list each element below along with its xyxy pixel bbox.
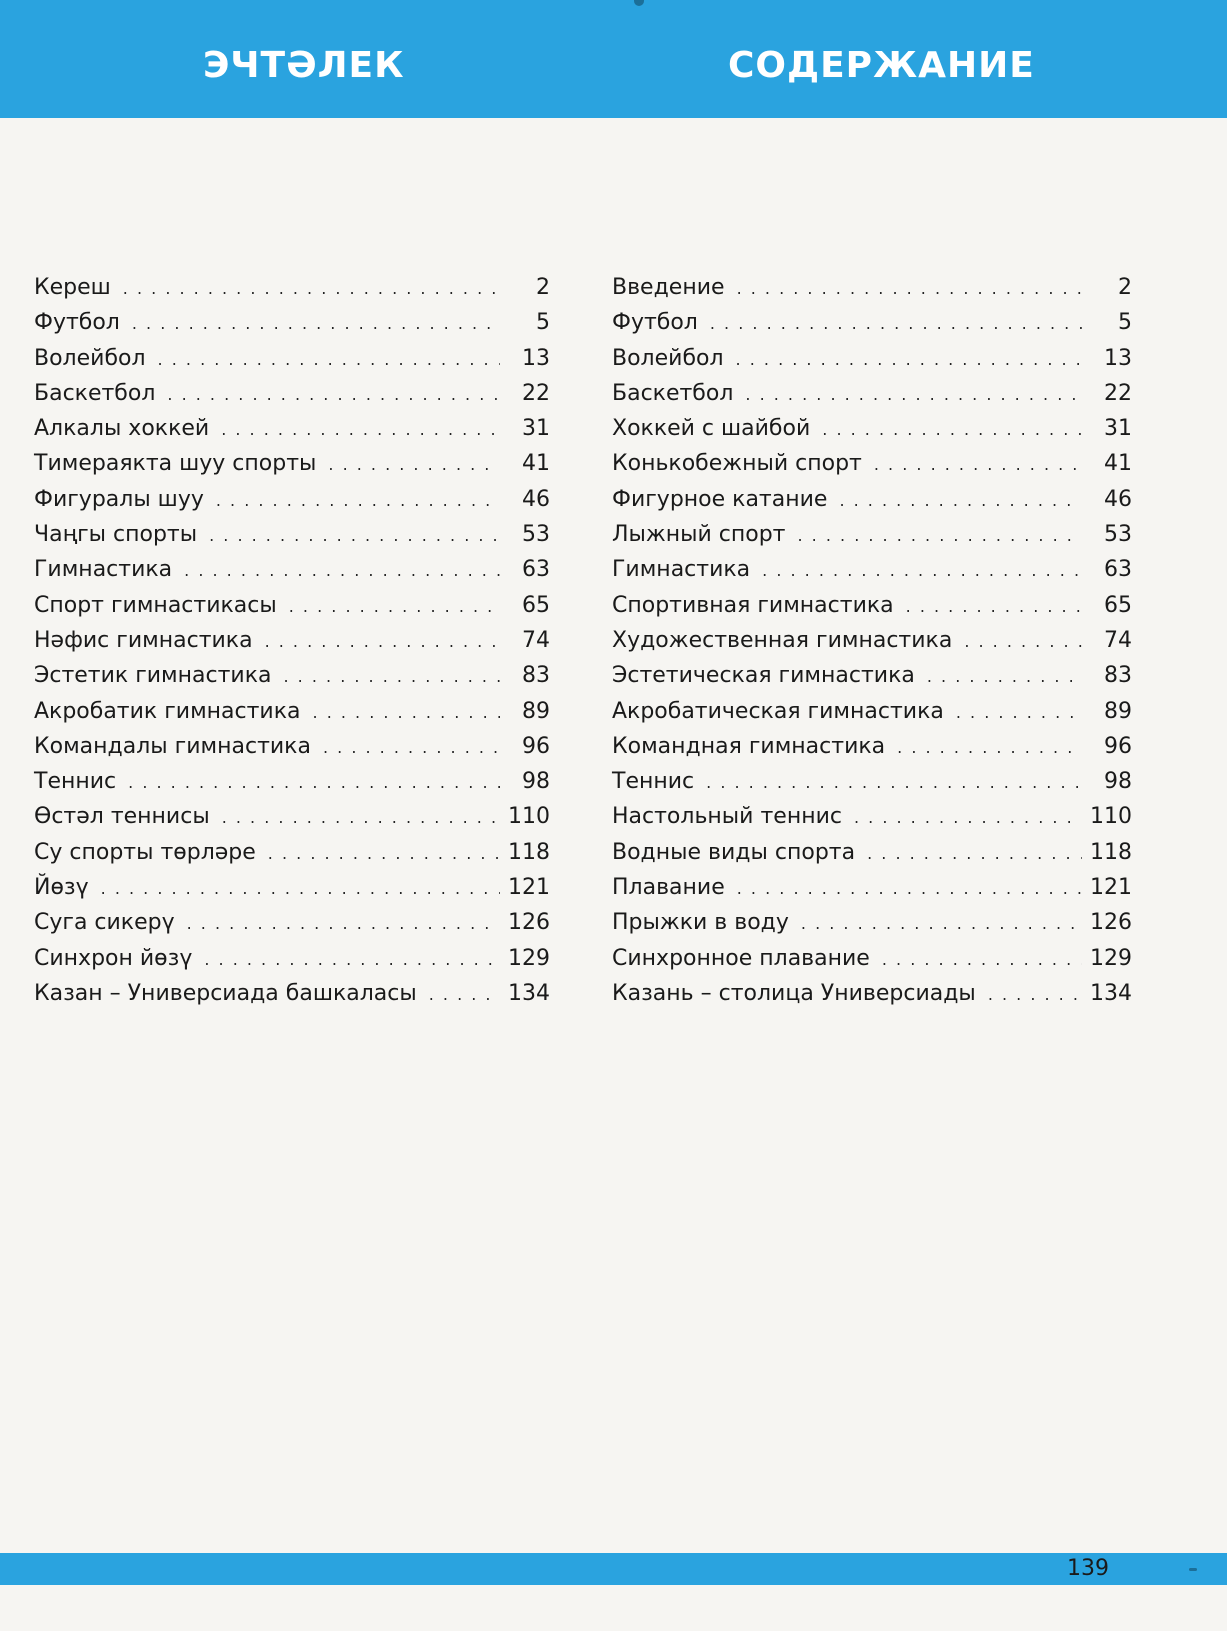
dot-leader — [964, 624, 1082, 659]
toc-entry — [34, 552, 550, 587]
dot-leader — [128, 765, 500, 800]
toc-entry — [612, 729, 1132, 764]
dot-leader — [927, 659, 1082, 694]
toc-entry-title: Баскетбол — [34, 380, 156, 406]
toc-entry-page: 53 — [1104, 522, 1132, 548]
toc-entry-page: 121 — [1090, 875, 1132, 901]
dot-leader — [328, 447, 500, 482]
toc-entry — [612, 305, 1132, 340]
toc-entry — [34, 446, 550, 481]
toc-entry — [34, 270, 550, 305]
toc-entry-title: Гимнастика — [34, 557, 173, 583]
footer-mark — [1189, 1568, 1197, 1571]
dot-leader — [284, 659, 501, 694]
dot-leader — [222, 800, 500, 835]
footer-band — [0, 1553, 1227, 1585]
toc-entry-title: Фигуралы шуу — [34, 486, 204, 512]
toc-entry — [612, 941, 1132, 976]
toc-entry-page: 118 — [1090, 839, 1132, 865]
dot-leader — [798, 518, 1083, 553]
toc-entry-page: 41 — [522, 451, 550, 477]
toc-entry-page: 41 — [1104, 451, 1132, 477]
toc-entry-title: Настольный теннис — [612, 804, 842, 830]
dot-leader — [167, 377, 500, 412]
toc-entry — [612, 764, 1132, 799]
toc-entry-title: Спорт гимнастикасы — [34, 592, 277, 618]
toc-entry-page: 63 — [522, 557, 550, 583]
toc-entry-page: 31 — [522, 416, 550, 442]
toc-entry-page: 89 — [1104, 698, 1132, 724]
dot-leader — [265, 624, 500, 659]
toc-entry-page: 5 — [536, 310, 550, 336]
toc-entry — [612, 870, 1132, 905]
toc-entry-title: Лыжный спорт — [612, 522, 786, 548]
toc-entry — [612, 976, 1132, 1011]
toc-entry-page: 65 — [1104, 592, 1132, 618]
dot-leader — [289, 589, 500, 624]
toc-entry-page: 110 — [1090, 804, 1132, 830]
toc-entry-title: Алкалы хоккей — [34, 416, 210, 442]
toc-entry — [612, 835, 1132, 870]
toc-entry-title: Синхронное плавание — [612, 945, 870, 971]
title-russian: СОДЕРЖАНИЕ — [728, 45, 1035, 86]
dot-leader — [429, 977, 500, 1012]
toc-entry-title: Фигурное катание — [612, 486, 828, 512]
toc-entry — [34, 305, 550, 340]
toc-entry-title: Введение — [612, 275, 725, 300]
toc-entry-page: 98 — [522, 769, 550, 795]
dot-leader — [867, 836, 1082, 871]
toc-entry — [34, 341, 550, 376]
toc-entry-page: 134 — [508, 980, 550, 1006]
toc-entry-page: 83 — [1104, 663, 1132, 689]
toc-entry-title: Футбол — [612, 310, 698, 336]
toc-entry — [34, 694, 550, 729]
toc-entry — [612, 482, 1132, 517]
toc-russian-column — [612, 270, 1132, 1011]
toc-entry — [34, 870, 550, 905]
dot-leader — [897, 730, 1082, 765]
dot-leader — [221, 412, 500, 447]
dot-leader — [737, 871, 1082, 906]
dot-leader — [874, 447, 1082, 482]
toc-entry — [34, 799, 550, 834]
toc-entry-page: 13 — [522, 345, 550, 371]
dot-leader — [956, 695, 1082, 730]
toc-entry-title: Плавание — [612, 875, 725, 901]
toc-entry-page: 129 — [1090, 945, 1132, 971]
toc-entry-title: Хоккей с шайбой — [612, 416, 811, 442]
toc-entry — [612, 658, 1132, 693]
toc-entry — [34, 517, 550, 552]
toc-entry-page: 2 — [536, 275, 550, 300]
toc-entry — [612, 552, 1132, 587]
dot-leader — [187, 906, 500, 941]
dot-leader — [822, 412, 1082, 447]
dot-leader — [762, 553, 1082, 588]
toc-entry-page: 83 — [522, 663, 550, 689]
toc-entry-page: 53 — [522, 522, 550, 548]
toc-entry-page: 110 — [508, 804, 550, 830]
toc-entry — [34, 835, 550, 870]
title-tatar: ЭЧТӘЛЕК — [203, 45, 405, 86]
toc-entry-title: Суга сикерү — [34, 910, 175, 936]
toc-entry — [612, 905, 1132, 940]
toc-entry — [34, 905, 550, 940]
toc-entry-title: Кереш — [34, 275, 111, 300]
toc-entry-title: Казань – столица Универсиады — [612, 980, 976, 1006]
toc-entry-page: 2 — [1118, 275, 1132, 300]
toc-entry-page: 22 — [1104, 380, 1132, 406]
toc-entry-title: Командалы гимнастика — [34, 733, 311, 759]
toc-entry-title: Йөзү — [34, 875, 89, 901]
toc-entry-title: Өстәл теннисы — [34, 804, 210, 830]
dot-leader — [906, 589, 1082, 624]
dot-leader — [839, 483, 1082, 518]
toc-entry — [612, 517, 1132, 552]
toc-entry-page: 129 — [508, 945, 550, 971]
toc-entry-page: 118 — [508, 839, 550, 865]
toc-entry — [612, 588, 1132, 623]
dot-leader — [854, 800, 1082, 835]
toc-entry-page: 22 — [522, 380, 550, 406]
toc-entry — [34, 482, 550, 517]
dot-leader — [209, 518, 500, 553]
dot-leader — [132, 306, 500, 341]
toc-entry — [34, 623, 550, 658]
toc-entry — [612, 341, 1132, 376]
dot-leader — [268, 836, 500, 871]
toc-entry-title: Прыжки в воду — [612, 910, 789, 936]
toc-entry-title: Художественная гимнастика — [612, 627, 953, 653]
dot-leader — [323, 730, 500, 765]
dot-leader — [737, 271, 1082, 306]
toc-entry-page: 74 — [522, 627, 550, 653]
toc-entry-page: 96 — [522, 733, 550, 759]
toc-entry-page: 63 — [1104, 557, 1132, 583]
toc-entry-page: 121 — [508, 875, 550, 901]
toc-entry-title: Теннис — [34, 769, 117, 795]
toc-entry-page: 31 — [1104, 416, 1132, 442]
dot-leader — [158, 342, 500, 377]
toc-entry-page: 126 — [508, 910, 550, 936]
dot-leader — [736, 342, 1082, 377]
toc-entry-title: Эстетическая гимнастика — [612, 663, 915, 689]
toc-entry-title: Теннис — [612, 769, 695, 795]
toc-entry — [34, 588, 550, 623]
toc-entry — [612, 623, 1132, 658]
dot-leader — [710, 306, 1082, 341]
dot-leader — [204, 942, 500, 977]
toc-entry — [34, 764, 550, 799]
toc-entry-title: Водные виды спорта — [612, 839, 856, 865]
toc-entry-page: 65 — [522, 592, 550, 618]
toc-entry — [34, 411, 550, 446]
toc-entry-page: 134 — [1090, 980, 1132, 1006]
toc-entry-page: 89 — [522, 698, 550, 724]
dot-leader — [745, 377, 1082, 412]
toc-entry-title: Спортивная гимнастика — [612, 592, 894, 618]
toc-entry-title: Синхрон йөзү — [34, 945, 193, 971]
toc-entry — [34, 376, 550, 411]
dot-leader — [101, 871, 500, 906]
toc-entry-page: 46 — [522, 486, 550, 512]
toc-entry — [612, 446, 1132, 481]
toc-entry — [612, 270, 1132, 305]
toc-entry-page: 126 — [1090, 910, 1132, 936]
page-number: 139 — [1067, 1556, 1109, 1581]
toc-entry-title: Акробатическая гимнастика — [612, 698, 944, 724]
toc-entry-title: Командная гимнастика — [612, 733, 886, 759]
toc-entry — [34, 976, 550, 1011]
toc-entry — [34, 941, 550, 976]
toc-entry-title: Волейбол — [612, 345, 724, 371]
toc-entry — [612, 411, 1132, 446]
toc-entry-title: Конькобежный спорт — [612, 451, 862, 477]
toc-entry-title: Акробатик гимнастика — [34, 698, 301, 724]
toc-entry-page: 46 — [1104, 486, 1132, 512]
dot-leader — [184, 553, 500, 588]
toc-entry-title: Эстетик гимнастика — [34, 663, 272, 689]
toc-entry-title: Футбол — [34, 310, 120, 336]
toc-entry-title: Гимнастика — [612, 557, 751, 583]
dot-leader — [216, 483, 500, 518]
dot-leader — [988, 977, 1082, 1012]
toc-entry-page: 13 — [1104, 345, 1132, 371]
toc-entry-page: 74 — [1104, 627, 1132, 653]
toc-entry-title: Чаңгы спорты — [34, 522, 198, 548]
toc-entry-page: 96 — [1104, 733, 1132, 759]
toc-entry — [612, 694, 1132, 729]
dot-leader — [801, 906, 1082, 941]
toc-entry-title: Волейбол — [34, 345, 146, 371]
toc-tatar-column — [34, 270, 550, 1011]
header-band — [0, 0, 1227, 118]
toc-entry-title: Казан – Универсиада башкаласы — [34, 980, 417, 1006]
toc-entry — [34, 658, 550, 693]
dot-leader — [706, 765, 1082, 800]
dot-leader — [313, 695, 500, 730]
toc-entry — [34, 729, 550, 764]
toc-entry — [612, 799, 1132, 834]
toc-entry — [612, 376, 1132, 411]
toc-entry-title: Нәфис гимнастика — [34, 627, 253, 653]
toc-entry-title: Су спорты төрләре — [34, 839, 256, 865]
dot-leader — [882, 942, 1082, 977]
toc-entry-title: Баскетбол — [612, 380, 734, 406]
toc-entry-title: Тимераякта шуу спорты — [34, 451, 317, 477]
dot-leader — [123, 271, 500, 306]
toc-entry-page: 98 — [1104, 769, 1132, 795]
toc-entry-page: 5 — [1118, 310, 1132, 336]
